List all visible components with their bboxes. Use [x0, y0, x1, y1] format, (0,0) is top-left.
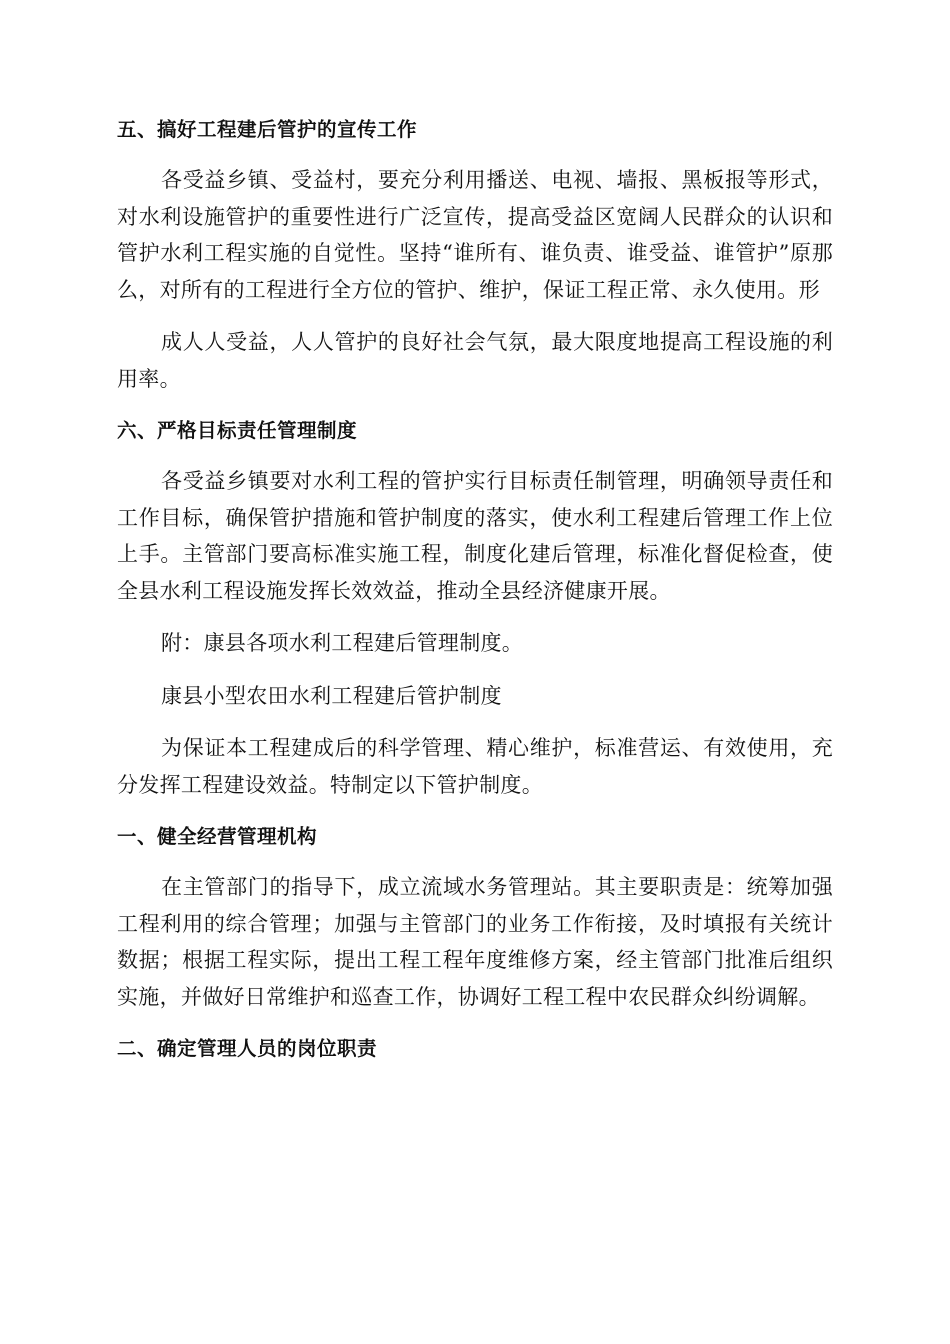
appendix-note: 附：康县各项水利工程建后管理制度。 — [161, 631, 524, 655]
subdocument-title: 康县小型农田水利工程建后管护制度 — [161, 683, 502, 708]
section-heading-6: 六、严格目标责任管理制度 — [117, 419, 358, 442]
section-heading-5: 五、搞好工程建后管护的宣传工作 — [117, 118, 418, 141]
paragraph: 在主管部门的指导下，成立流域水务管理站。其主要职责是：统筹加强工程利用的综合管理；加强与主管部门的业务工作衔接，及时填报有关统计数据；根据工程实际，提出工程工程年度维修方案，经主管部门批准后组织实施，并做好日常维护和巡查工作，协调好工程工程中农民群众纠纷调解。 — [117, 875, 833, 1009]
paragraph: 为保证本工程建成后的科学管理、精心维护，标准营运、有效使用，充分发挥工程建设效益。特制定以下管护制度。 — [117, 736, 833, 797]
paragraph: 成人人受益，人人管护的良好社会气氛，最大限度地提高工程设施的利用率。 — [117, 330, 833, 391]
document-page — [117, 112, 833, 1081]
section-heading-2: 二、确定管理人员的岗位职责 — [117, 1037, 378, 1060]
paragraph: 各受益乡镇要对水利工程的管护实行目标责任制管理，明确领导责任和工作目标，确保管护措施和管护制度的落实，使水利工程建后管理工作上位上手。主管部门要高标准实施工程，制度化建后管理，标准化督促检查，使全县水利工程设施发挥长效效益，推动全县经济健康开展。 — [117, 469, 833, 603]
paragraph: 各受益乡镇、受益村，要充分利用播送、电视、墙报、黑板报等形式，对水利设施管护的重要性进行广泛宣传，提高受益区宽阔人民群众的认识和管护水利工程实施的自觉性。坚持“谁所有、谁负责、谁受益、谁管护”原那么，对所有的工程进行全方位的管护、维护，保证工程正常、永久使用。形 — [117, 168, 833, 302]
section-heading-1: 一、健全经营管理机构 — [117, 825, 318, 848]
